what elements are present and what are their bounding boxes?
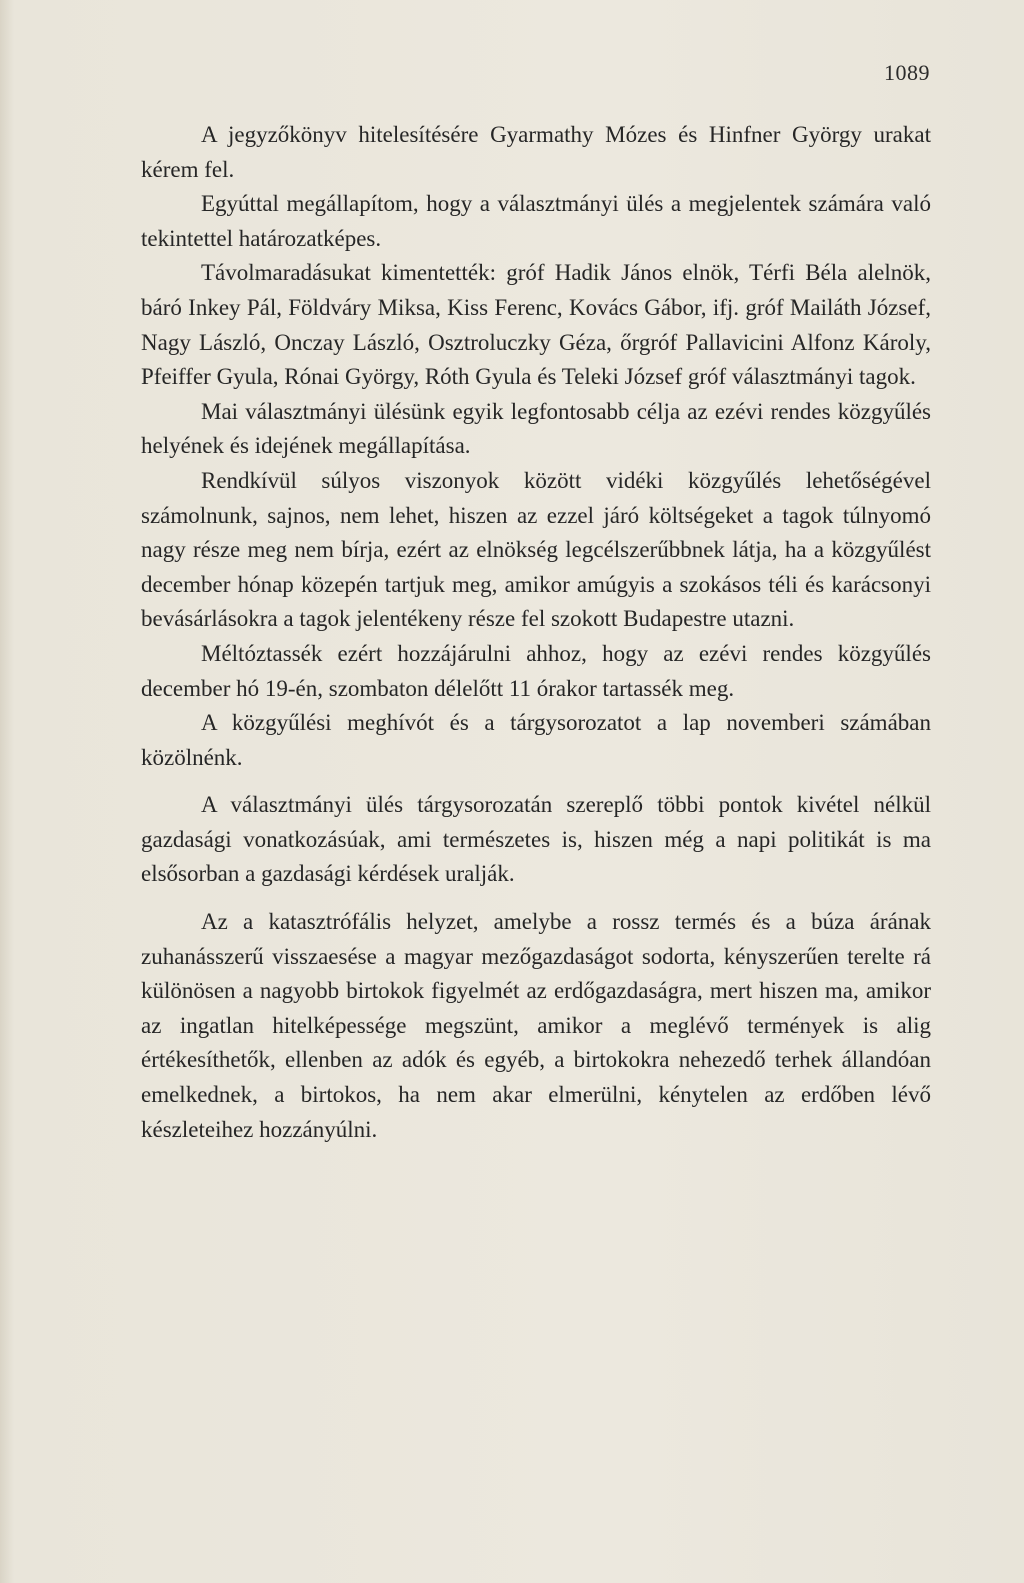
paragraph-general-meeting-location: Rendkívül súlyos viszonyok között vidéki közgyűlés lehetőségével számolnunk, sajnos, nem lehet, hiszen az ezzel járó költségeket a tagok túlnyomó nagy része meg nem bírja, ezért az elnökség legcélszerűbbnek látja, ha a közgyűlést december hónap közepén tartjuk meg, amikor amúgyis a szokásos téli és karácsonyi bevásárlásokra a tagok jelentékeny része fel szokott Budapestre utazni. — [141, 467, 931, 632]
body-text — [141, 118, 931, 1147]
paragraph-invitation: A közgyűlési meghívót és a tárgysorozatot a lap novemberi számában közölnénk. — [141, 710, 931, 770]
paragraph-minutes-authentication: A jegyzőkönyv hitelesítésére Gyarmathy Mózes és Hinfner György urakat kérem fel. — [141, 122, 931, 182]
paragraph-catastrophic-situation: Az a katasztrófális helyzet, amelybe a rossz termés és a búza árának zuhanásszerű visszaesése a magyar mezőgazdaságot sodorta, kényszerűen terelte rá különösen a nagyobb birtokok figyelmét az erdőgazdaságra, mert hiszen ma, amikor az ingatlan hitelképessége megszünt, amikor a meglévő termények is alig értékesíthetők, ellenben az adók és egyéb, a birtokokra nehezedő terhek állandóan emelkednek, a birtokos, ha nem akar elmerülni, kénytelen az erdőben lévő készleteihez hozzányúlni. — [141, 909, 931, 1142]
paragraph-general-meeting-date: Méltóztassék ezért hozzájárulni ahhoz, hogy az ezévi rendes közgyűlés december hó 19-én, szombaton délelőtt 11 órakor tartassék meg. — [141, 640, 931, 701]
paragraph-agenda-economic: A választmányi ülés tárgysorozatán szereplő többi pontok kivétel nélkül gazdasági vonatkozásúak, ami természetes is, hiszen még a napi politikát is ma elsősorban a gazdasági kérdések uralják. — [141, 792, 931, 887]
page-number: 1089 — [884, 60, 930, 85]
paragraph-meeting-purpose: Mai választmányi ülésünk egyik legfontosabb célja az ezévi rendes közgyűlés helyének és idejének megállapítása. — [141, 398, 931, 459]
paragraph-quorum: Egyúttal megállapítom, hogy a választmányi ülés a megjelentek számára való tekintettel határozatképes. — [141, 191, 931, 251]
paragraph-absentees: Távolmaradásukat kimentették: gróf Hadik János elnök, Térfi Béla alelnök, báró Inkey Pál, Földváry Miksa, Kiss Ferenc, Kovács Gábor, ifj. gróf Mailáth József, Nagy László, Onczay László, Osztroluczky Géza, őrgróf Pallavicini Alfonz Károly, Pfeiffer Gyula, Rónai György, Róth Gyula és Teleki József gróf választmányi tagok. — [141, 260, 931, 390]
